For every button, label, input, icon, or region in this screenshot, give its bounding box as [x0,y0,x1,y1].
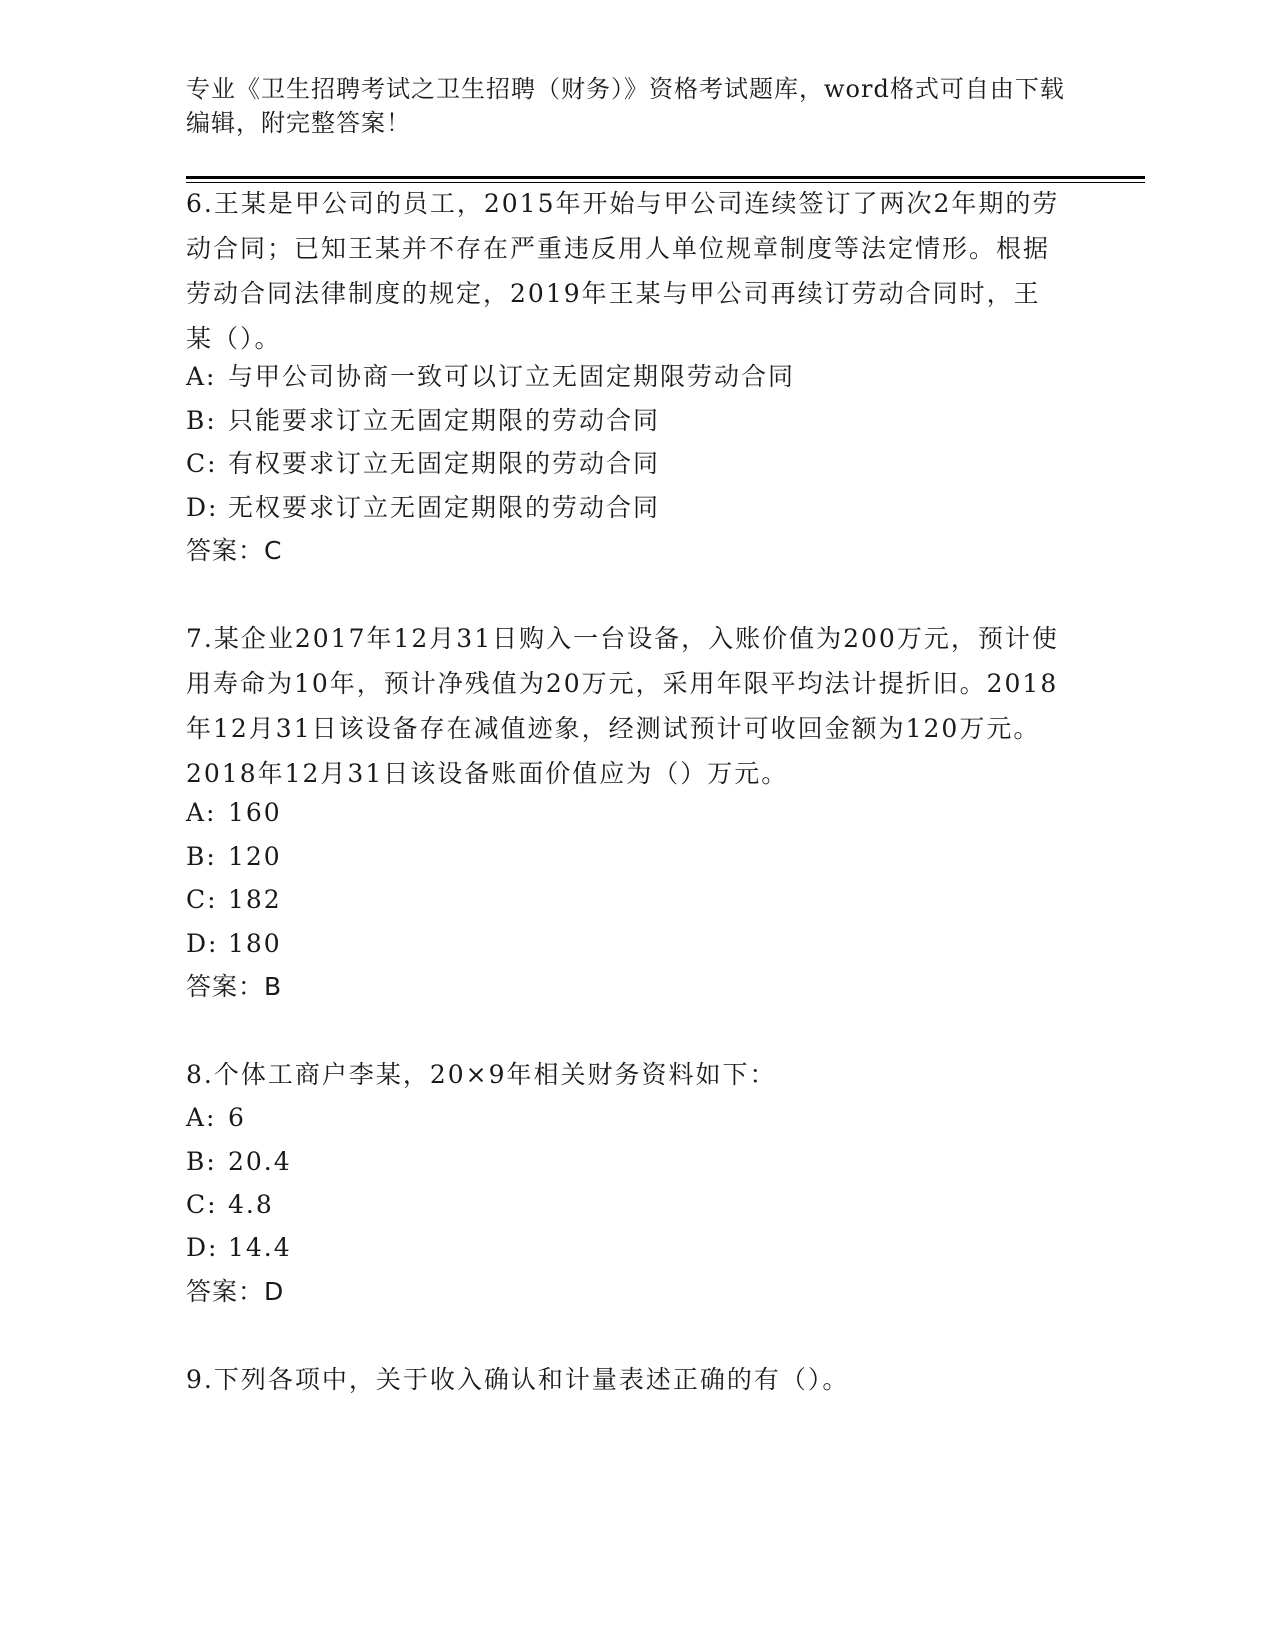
option-label: C: [186,1190,218,1219]
question-7-option-d [186,921,282,966]
question-7-stem: 7.某企业2017年12月31日购入一台设备，入账价值为200万元，预计使用寿命为10年，预计净残值为20万元，采用年限平均法计提折旧。2018年12月31日该设备存在减值迹象，经测试预计可收回金额为120万元。2018年12月31日该设备账面价值应为（）万元。 [186,624,1059,788]
option-label: B: [186,842,217,871]
option-label: D: [186,1233,219,1262]
option-text: 120 [228,842,282,871]
question-8-option-a [186,1095,246,1140]
question-7-answer: 答案：B [186,972,283,1001]
option-label: A: [186,1103,217,1132]
option-text: 4.8 [228,1190,274,1219]
option-text: 只能要求订立无固定期限的劳动合同 [228,406,661,435]
question-6-answer: 答案：C [186,536,283,565]
option-text: 180 [228,929,282,958]
option-text: 无权要求订立无固定期限的劳动合同 [228,493,661,522]
question-7-option-a [186,790,282,835]
option-text: 14.4 [228,1233,292,1262]
option-label: C: [186,885,218,914]
option-label: B: [186,406,217,435]
option-text: 与甲公司协商一致可以订立无固定期限劳动合同 [228,362,796,391]
question-8-answer: 答案：D [186,1277,285,1306]
header-divider-thick [186,176,1145,179]
option-label: A: [186,798,217,827]
question-7-option-c [186,877,282,922]
option-text: 6 [228,1103,246,1132]
question-6-option-a [186,354,795,399]
option-text: 20.4 [228,1147,292,1176]
header-line-2: 编辑，附完整答案！ [186,109,411,137]
question-8-option-c [186,1182,274,1227]
option-text: 有权要求订立无固定期限的劳动合同 [228,449,661,478]
question-6-option-b [186,398,660,443]
question-8-option-b [186,1139,292,1184]
question-8-option-d [186,1225,292,1270]
question-8-stem: 8.个体工商户李某，20×9年相关财务资料如下： [186,1060,777,1089]
option-label: B: [186,1147,217,1176]
question-6-stem: 6.王某是甲公司的员工，2015年开始与甲公司连续签订了两次2年期的劳动合同；已知王某并不存在严重违反用人单位规章制度等法定情形。根据劳动合同法律制度的规定，2019年王某与甲公司再续订劳动合同时，王某（）。 [186,189,1060,353]
option-text: 182 [228,885,282,914]
option-label: D: [186,493,219,522]
question-9-stem: 9.下列各项中，关于收入确认和计量表述正确的有（）。 [186,1365,850,1394]
option-label: D: [186,929,219,958]
question-6-option-d [186,485,660,530]
option-label: C: [186,449,218,478]
option-text: 160 [228,798,282,827]
option-label: A: [186,362,217,391]
document-header [186,72,1086,140]
header-line-1: 专业《卫生招聘考试之卫生招聘（财务）》资格考试题库，word格式可自由下载 [186,75,1065,103]
question-7-option-b [186,834,282,879]
question-6-option-c [186,441,660,486]
